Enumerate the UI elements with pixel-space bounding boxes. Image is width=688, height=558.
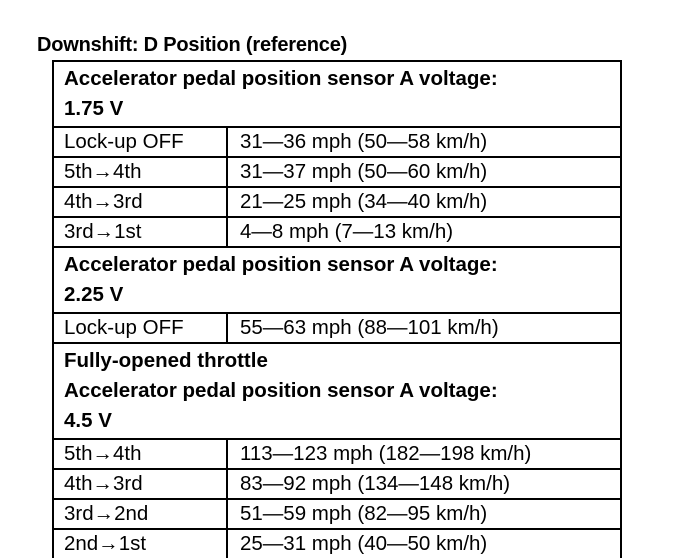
section-header-line: 1.75 V bbox=[64, 97, 124, 120]
section-header-line: Accelerator pedal position sensor A voltage: bbox=[64, 67, 498, 90]
speed-value: 31—36 mph (50—58 km/h) bbox=[227, 127, 621, 157]
shift-label: 2nd→1st bbox=[53, 529, 227, 558]
table-row bbox=[53, 469, 621, 499]
speed-value: 31—37 mph (50—60 km/h) bbox=[227, 157, 621, 187]
table-row bbox=[53, 499, 621, 529]
section-header-line: Accelerator pedal position sensor A voltage: bbox=[64, 379, 498, 402]
shift-label: 4th→3rd bbox=[53, 187, 227, 217]
section-header bbox=[53, 247, 621, 313]
shift-label: 4th→3rd bbox=[53, 469, 227, 499]
section-header-row bbox=[53, 61, 621, 127]
section-header-line: 2.25 V bbox=[64, 283, 124, 306]
section-header-row bbox=[53, 247, 621, 313]
table-row bbox=[53, 217, 621, 247]
shift-label: Lock-up OFF bbox=[53, 127, 227, 157]
speed-value: 55—63 mph (88—101 km/h) bbox=[227, 313, 621, 343]
shift-label: Lock-up OFF bbox=[53, 313, 227, 343]
downshift-speed-table bbox=[52, 60, 622, 558]
table-row bbox=[53, 439, 621, 469]
section-header-line: 4.5 V bbox=[64, 409, 112, 432]
section-header-line: Accelerator pedal position sensor A voltage: bbox=[64, 253, 498, 276]
speed-value: 21—25 mph (34—40 km/h) bbox=[227, 187, 621, 217]
table-row bbox=[53, 127, 621, 157]
page-title: Downshift: D Position (reference) bbox=[37, 34, 348, 56]
speed-value: 83—92 mph (134—148 km/h) bbox=[227, 469, 621, 499]
shift-label: 3rd→2nd bbox=[53, 499, 227, 529]
speed-value: 51—59 mph (82—95 km/h) bbox=[227, 499, 621, 529]
speed-value: 4—8 mph (7—13 km/h) bbox=[227, 217, 621, 247]
table-row bbox=[53, 187, 621, 217]
shift-label: 5th→4th bbox=[53, 157, 227, 187]
shift-label: 5th→4th bbox=[53, 439, 227, 469]
table-row bbox=[53, 313, 621, 343]
section-header-row bbox=[53, 343, 621, 439]
speed-value: 25—31 mph (40—50 km/h) bbox=[227, 529, 621, 558]
section-header bbox=[53, 343, 621, 439]
table-row bbox=[53, 529, 621, 558]
section-header bbox=[53, 61, 621, 127]
speed-value: 113—123 mph (182—198 km/h) bbox=[227, 439, 621, 469]
section-header-line: Fully-opened throttle bbox=[64, 349, 268, 372]
table-row bbox=[53, 157, 621, 187]
shift-label: 3rd→1st bbox=[53, 217, 227, 247]
